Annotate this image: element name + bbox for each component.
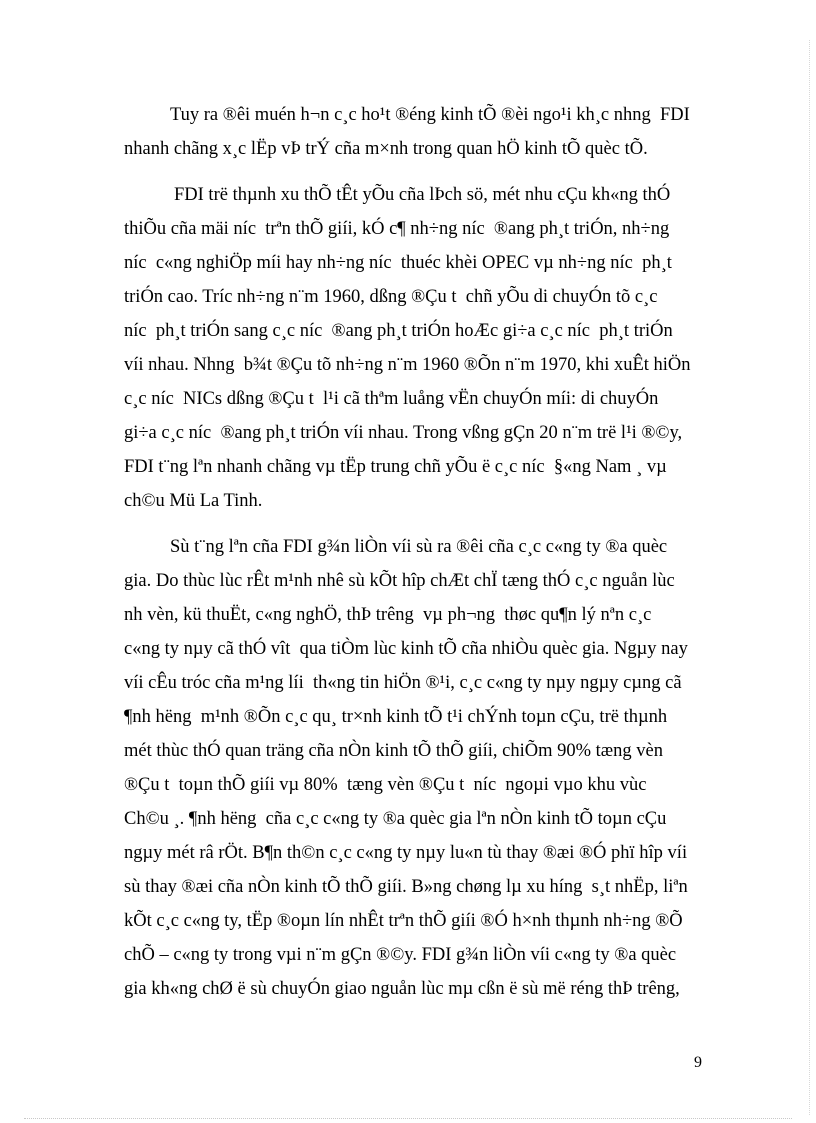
paragraph-2-line-4: triÓn cao. Tríc nh÷ng n¨m 1960, dßng ®Çu t chñ yÕu di chuyÓn tõ c¸c <box>124 287 658 307</box>
paragraph-3-line-10: ngµy mét râ rÖt. B¶n th©n c¸c c«ng ty nµy lu«n tù thay ®æi ®Ó phï hîp víi <box>124 843 688 863</box>
paragraph-2-line-7: c¸c níc NICs dßng ®Çu t l¹i cã thªm luång vËn chuyÓn míi: di chuyÓn <box>124 389 659 409</box>
paragraph-1-line-1: Tuy ra ®êi muén h¬n c¸c ho¹t ®éng kinh tÕ ®èi ngo¹i kh¸c nhng FDI <box>170 105 690 125</box>
page-number: 9 <box>694 1054 702 1071</box>
paragraph-2-line-8: gi÷a c¸c níc ®ang ph¸t triÓn víi nhau. Trong vßng gÇn 20 n¨m trë l¹i ®©y, <box>124 423 683 443</box>
paragraph-2-line-5: níc ph¸t triÓn sang c¸c níc ®ang ph¸t triÓn hoÆc gi÷a c¸c níc ph¸t triÓn <box>124 321 673 341</box>
paragraph-2-line-2: thiÕu cña mäi níc trªn thÕ giíi, kÓ c¶ nh÷ng níc ®ang ph¸t triÓn, nh÷ng <box>124 219 670 239</box>
paragraph-3-line-3: nh vèn, kü thuËt, c«ng nghÖ, thÞ trêng vµ ph¬ng thøc qu¶n lý nªn c¸c <box>124 605 652 625</box>
paragraph-3-line-7: mét thùc thÓ quan träng cña nÒn kinh tÕ thÕ giíi, chiÕm 90% tæng vèn <box>124 741 663 761</box>
paragraph-2-line-3: níc c«ng nghiÖp míi hay nh÷ng níc thuéc khèi OPEC vµ nh÷ng níc ph¸t <box>124 253 672 273</box>
page-edge-bottom <box>24 1118 792 1119</box>
paragraph-1-line-2: nhanh chãng x¸c lËp vÞ trÝ cña m×nh trong quan hÖ kinh tÕ quèc tÕ. <box>124 139 648 159</box>
paragraph-3-line-2: gia. Do thùc lùc rÊt m¹nh nhê sù kÕt hîp chÆt chÏ tæng thÓ c¸c nguån lùc <box>124 571 675 591</box>
paragraph-3-line-12: kÕt c¸c c«ng ty, tËp ®oµn lín nhÊt trªn thÕ giíi ®Ó h×nh thµnh nh÷ng ®Õ <box>124 911 683 931</box>
paragraph-3-line-6: ¶nh hëng m¹nh ®Õn c¸c qu¸ tr×nh kinh tÕ t¹i chÝnh toµn cÇu, trë thµnh <box>124 707 668 727</box>
paragraph-2-line-6: víi nhau. Nhng b¾t ®Çu tõ nh÷ng n¨m 1960 ®Õn n¨m 1970, khi xuÊt hiÖn <box>124 355 691 375</box>
paragraph-3-line-9: Ch©u ¸. ¶nh hëng cña c¸c c«ng ty ®a quèc gia lªn nÒn kinh tÕ toµn cÇu <box>124 809 667 829</box>
paragraph-3-line-14: gia kh«ng chØ ë sù chuyÓn giao nguån lùc mµ cßn ë sù më réng thÞ trêng, <box>124 979 680 999</box>
paragraph-3-line-5: víi cÊu tróc cña m¹ng líi th«ng tin hiÖn ®¹i, c¸c c«ng ty nµy ngµy cµng cã <box>124 673 682 693</box>
paragraph-3-line-11: sù thay ®æi cña nÒn kinh tÕ thÕ giíi. B»ng chøng lµ xu híng s¸t nhËp, liªn <box>124 877 688 897</box>
paragraph-2-line-10: ch©u Mü La Tinh. <box>124 491 263 511</box>
paragraph-3-line-4: c«ng ty nµy cã thÓ vît qua tiÒm lùc kinh tÕ cña nhiÒu quèc gia. Ngµy nay <box>124 639 688 659</box>
paragraph-2-line-9: FDI t¨ng lªn nhanh chãng vµ tËp trung chñ yÕu ë c¸c níc §«ng Nam ¸ vµ <box>124 457 667 477</box>
paragraph-3-line-1: Sù t¨ng lªn cña FDI g¾n liÒn víi sù ra ®êi cña c¸c c«ng ty ®a quèc <box>170 537 668 557</box>
paragraph-3-line-13: chÕ – c«ng ty trong vµi n¨m gÇn ®©y. FDI g¾n liÒn víi c«ng ty ®a quèc <box>124 945 677 965</box>
page-edge-right <box>809 40 810 1115</box>
paragraph-2-line-1: FDI trë thµnh xu thÕ tÊt yÕu cña lÞch sö, mét nhu cÇu kh«ng thÓ <box>174 185 671 205</box>
paragraph-3-line-8: ®Çu t toµn thÕ giíi vµ 80% tæng vèn ®Çu t níc ngoµi vµo khu vùc <box>124 775 647 795</box>
